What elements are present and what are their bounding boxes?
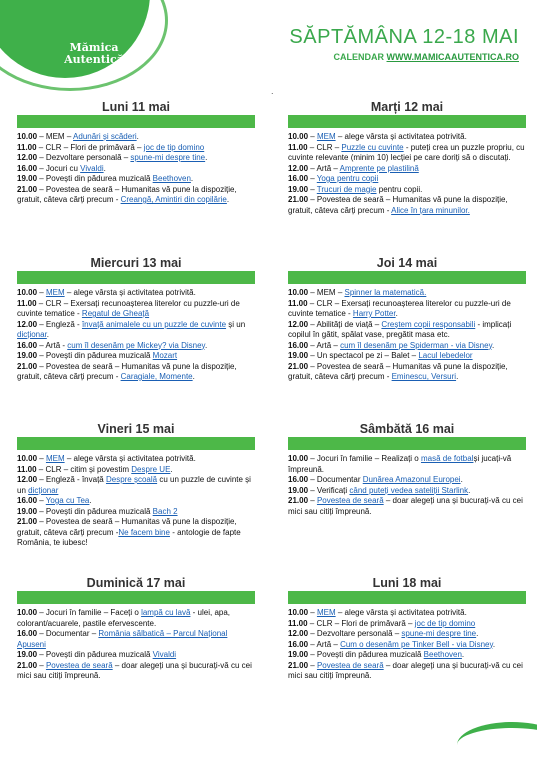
day-divider-bar [288,437,526,450]
activity-link[interactable]: Povestea de seară [45,660,113,670]
activity-list [288,454,526,517]
activity-list [17,288,255,383]
activity-link[interactable]: cum îl desenăm pe Spiderman - via Disney [340,340,492,350]
activity-text: 10.00 – MEM – [288,288,345,297]
activity-item [17,164,255,175]
activity-text: 10.00 – [17,454,46,463]
activity-text: 12.00 – Dezvoltare personală – [288,629,402,638]
activity-item [17,153,255,164]
activity-time: 21.00 [288,660,309,670]
activity-link[interactable]: Alice în țara minunilor. [391,205,470,215]
activity-link[interactable]: MEM [45,288,65,297]
activity-time: 10.00 [17,608,38,617]
activity-time: 19.00 [288,184,309,194]
activity-item [288,288,526,299]
activity-text: 11.00 – CLR – Flori de primăvară – [17,142,144,152]
activity-link[interactable]: Povestea de seară [316,496,384,505]
day-card-miercuri-13 [17,256,255,383]
activity-text: . [192,372,195,381]
activity-text: - implicați copilul în gătit, spălat vase, pregătit masa etc. [288,319,512,339]
activity-time: 19.00 [288,351,309,360]
activity-list [288,132,526,216]
activity-item [288,299,526,320]
activity-text: – alege vârsta și activitatea potrivită. [335,132,467,141]
activity-text: 21.00 – Povestea de seară – Humanitas vă pune la dispoziție, gratuit, câteva cărți precum - [288,195,508,215]
activity-item [17,661,255,682]
activity-item [17,454,255,465]
activity-text: . [491,340,495,350]
day-divider-bar [288,591,526,604]
activity-link[interactable]: joc de tip domino [414,618,476,628]
activity-text: 16.00 – Documentar – [17,629,99,638]
day-divider-bar [17,437,255,450]
day-divider-bar [288,115,526,128]
activity-item [17,185,255,206]
activity-link[interactable]: spune-mi despre tine [130,153,206,162]
activity-text: 12.00 – Engleză - învață [17,475,106,484]
activity-text: 21.00 – [17,660,46,670]
activity-time: 10.00 [288,608,309,617]
activity-link[interactable]: Dunărea Amazonul Europei [362,475,461,484]
activity-list [17,454,255,549]
calendar-label: CALENDAR [333,52,387,62]
activity-link[interactable]: Vivaldi [152,650,177,659]
activity-link[interactable]: când puteți vedea sateliții Starlink [349,485,469,495]
activity-time: 19.00 [17,351,38,360]
activity-time: 10.00 [288,288,309,297]
activity-time: 16.00 [288,340,309,350]
activity-text: 10.00 – [288,608,317,617]
activity-time: 10.00 [288,132,309,141]
activity-time: 21.00 [17,517,38,526]
activity-link[interactable]: spune-mi despre tine [401,629,477,638]
activity-link[interactable]: joc de tip domino [143,142,205,152]
activity-time: 21.00 [17,361,38,371]
activity-time: 16.00 [17,496,38,505]
activity-text: 19.00 – Verificați [288,485,350,495]
activity-text: . [460,475,463,484]
activity-item [288,195,526,216]
activity-item [288,640,526,651]
day-divider-bar [288,271,526,284]
activity-text: . [468,485,471,495]
activity-list [288,608,526,682]
activity-link[interactable]: Beethoven [423,650,462,659]
activity-text: 10.00 – Jocuri în familie – Realizați o [288,454,421,463]
activity-link[interactable]: Ne facem bine [118,527,170,537]
activity-text: . [170,464,173,474]
activity-time: 12.00 [17,475,38,484]
activity-item [17,288,255,299]
activity-text: 21.00 – [288,660,317,670]
activity-time: 19.00 [288,485,309,495]
activity-text: 21.00 – Povestea de seară – Humanitas vă pune la dispoziție, gratuit, câteva cărți precum - [288,361,508,381]
activity-link[interactable]: Vivaldi [80,163,104,173]
activity-time: 21.00 [17,660,38,670]
activity-item [17,351,255,362]
activity-time: 16.00 [288,639,309,649]
activity-link[interactable]: Harry Potter [352,309,396,318]
activity-text: 10.00 – [288,132,317,141]
activity-text: – alege vârsta și activitatea potrivită. [335,608,467,617]
day-card-marti-12 [288,100,526,216]
activity-link[interactable]: dicționar [17,330,47,339]
activity-item [288,143,526,164]
activity-text: 16.00 – Documentar [288,475,363,484]
activity-link[interactable]: Caragiale, Momente [120,372,193,381]
activity-text: . [190,174,194,183]
activity-text: . [205,153,208,162]
activity-item [288,486,526,497]
activity-text: 12.00 – Artă – [288,163,340,173]
activity-text: 19.00 – Povești din pădurea muzicală [288,650,424,659]
activity-text: 19.00 – [288,184,317,194]
activity-time: 11.00 [288,618,308,628]
activity-text: 11.00 – CLR – citim și povestim [17,464,132,474]
activity-item [17,320,255,341]
activity-time: 21.00 [288,496,309,505]
activity-item [288,320,526,341]
activity-text: 11.00 – CLR – Exersați recunoașterea literelor cu puzzle-uri de cuvinte tematice - [288,298,511,318]
activity-item [288,362,526,383]
activity-time: 19.00 [17,650,38,659]
activity-link[interactable]: dicționar [28,485,59,495]
activity-link[interactable]: Creștem copii responsabili [381,319,476,329]
activity-item [17,132,255,143]
activity-link[interactable]: Mozart [152,351,178,360]
activity-time: 10.00 [17,454,38,463]
activity-text: 16.00 – [288,174,317,183]
activity-item [17,143,255,154]
activity-text: . [46,330,50,339]
activity-text: și un [226,319,246,329]
activity-item [17,517,255,549]
activity-text: . [456,372,459,381]
activity-item [288,341,526,352]
activity-item [17,341,255,352]
activity-item [17,629,255,650]
activity-time: 12.00 [288,319,309,329]
activity-time: 16.00 [17,629,38,638]
activity-link[interactable]: Adunări și scăderi [73,132,137,141]
activity-text: – alege vârsta și activitatea potrivită. [64,454,196,463]
activity-text: 12.00 – Dezvoltare personală – [17,153,131,162]
day-heading: Joi 14 mai [376,256,438,270]
activity-text: - ulei, apa, colorant/acuarele, pastile efervescente. [17,608,231,628]
day-card-luni-18 [288,576,526,682]
activity-link[interactable]: Spinner la matematică. [344,288,427,297]
activity-list [17,132,255,206]
activity-link[interactable]: Yoga pentru copii [316,174,379,183]
activity-link[interactable]: Yoga cu Tea [45,496,90,505]
activity-item [288,608,526,619]
activity-time: 16.00 [288,475,309,484]
activity-link[interactable]: MEM [316,608,336,617]
activity-link[interactable]: Trucuri de magie [316,184,377,194]
activity-text: – alege vârsta și activitatea potrivită. [64,288,196,297]
activity-time: 12.00 [288,629,309,638]
activity-text: – doar alegeți una și bucurați-vă cu cei mici sau citiți împreună. [288,660,523,680]
day-heading: Miercuri 13 mai [90,256,182,270]
day-heading: Marți 12 mai [370,100,444,114]
day-heading: Sâmbătă 16 mai [359,422,455,436]
activity-item [288,351,526,362]
activity-text: pentru copii. [376,184,423,194]
activity-link[interactable]: cum îl desenăm pe Mickey? via Disney [67,340,205,350]
activity-link[interactable]: Creangă, Amintiri din copilărie [120,195,227,204]
activity-item [288,629,526,640]
activity-item [17,299,255,320]
activity-link[interactable]: România sălbatică – Parcul Național Apuseni [17,629,228,649]
activity-text: 21.00 – Povestea de seară – Humanitas vă pune la dispoziție, gratuit, câteva cărți precum - [17,184,237,204]
activity-link[interactable]: învață animalele cu un puzzle de cuvinte [81,319,227,329]
activity-text: – doar alegeți una și bucurați-vă cu cei mici sau citiți împreună. [17,660,252,680]
activity-link[interactable]: Eminescu, Versuri [391,372,457,381]
activity-time: 12.00 [288,163,309,173]
activity-text: . [461,650,465,659]
activity-link[interactable]: Despre UE [131,464,171,474]
activity-text: 10.00 – MEM – [17,132,74,141]
activity-time: 11.00 [17,142,37,152]
activity-time: 19.00 [17,506,38,516]
activity-time: 12.00 [17,153,38,162]
day-card-luni-11 [17,100,255,206]
activity-link[interactable]: Cum o desenăm pe Tinker Bell - via Disney [340,639,493,649]
calendar-link[interactable]: WWW.MAMICAAUTENTICA.RO [386,52,519,62]
activity-text: . [204,340,208,350]
activity-time: 21.00 [17,184,38,194]
activity-time: 16.00 [17,340,38,350]
activity-text: 10.00 – Jocuri în familie – Faceți o [17,608,142,617]
activity-item [288,475,526,486]
activity-time: 10.00 [17,288,38,297]
activity-text: 16.00 – Jocuri cu [17,163,81,173]
activity-time: 11.00 [288,298,308,308]
activity-text: 19.00 – Povești din pădurea muzicală [17,351,153,360]
activity-item [17,507,255,518]
activity-list [17,608,255,682]
activity-text: 12.00 – Abilități de viață – [288,319,382,329]
activity-item [288,454,526,475]
activity-time: 21.00 [288,195,309,204]
day-divider-bar [17,591,255,604]
activity-text: . [492,639,496,649]
activity-link[interactable]: masă de fotbal [420,454,474,463]
activity-list [288,288,526,383]
activity-item [17,475,255,496]
activity-link[interactable]: Lacul lebedelor [418,351,473,360]
day-heading: Duminică 17 mai [86,576,186,590]
activity-text: . [136,132,139,141]
activity-item [288,650,526,661]
activity-link[interactable]: Puzzle cu cuvinte [341,142,404,152]
day-card-sambata-16 [288,422,526,517]
activity-text: 16.00 – Artă – [288,340,341,350]
day-divider-bar [17,115,255,128]
activity-item [288,132,526,143]
activity-text: 16.00 – Artă – [288,639,341,649]
activity-time: 10.00 [288,454,309,463]
activity-item [288,496,526,517]
activity-text: - puteți crea un puzzle propriu, cu cuvinte relevante (minim 10) lecției pe care doriți să o discutați. [288,142,525,162]
activity-text: 19.00 – Un spectacol pe zi – Balet – [288,351,419,360]
activity-text: . [103,163,106,173]
activity-link[interactable]: MEM [316,132,336,141]
activity-text: și jucați-vă împreună. [288,454,512,474]
activity-text: . [476,629,479,638]
activity-time: 10.00 [17,132,38,141]
activity-text: 11.00 – CLR – Exersați recunoașterea literelor cu puzzle-uri de cuvinte tematice - [17,298,240,318]
decorative-arc [457,722,537,768]
day-card-vineri-15 [17,422,255,549]
activity-text: cu un puzzle de cuvinte și un [17,475,251,495]
day-divider-bar [17,271,255,284]
activity-link[interactable]: Povestea de seară [316,660,384,670]
activity-time: 11.00 [288,142,308,152]
activity-text: . [89,496,92,505]
activity-text: 21.00 – Povestea de seară – Humanitas vă pune la dispoziție, gratuit, câteva cărți precum - [17,361,237,381]
day-heading: Luni 11 mai [101,100,171,114]
activity-link[interactable]: Regatul de Gheață [81,309,150,318]
activity-item [288,661,526,682]
activity-text: . [395,309,398,318]
day-heading: Vineri 15 mai [97,422,175,436]
activity-time: 12.00 [17,319,38,329]
activity-text: 16.00 – Artă - [17,340,68,350]
activity-time: 16.00 [288,174,309,183]
day-card-joi-14 [288,256,526,383]
activity-item [17,650,255,661]
activity-item [17,362,255,383]
activity-text: 12.00 – Engleză - [17,319,82,329]
activity-time: 19.00 [17,174,38,183]
activity-time: 11.00 [17,464,37,474]
activity-text: - antologie de fapte România, te iubesc! [17,527,241,547]
activity-text: 19.00 – Povești din pădurea muzicală [17,506,153,516]
activity-item [288,164,526,175]
activity-text: 16.00 – [17,496,46,505]
activity-item [17,174,255,185]
logo [44,42,144,66]
activity-text: . [226,195,230,204]
activity-text: 19.00 – Povești din pădurea muzicală [17,174,153,183]
activity-text: 21.00 – Povestea de seară – Humanitas vă pune la dispoziție, gratuit, câteva cărți precum - [17,517,237,537]
activity-link[interactable]: lampă cu lavă [141,608,191,617]
activity-item [17,608,255,629]
activity-time: 21.00 [288,361,309,371]
activity-text: 10.00 – [17,288,46,297]
day-card-duminica-17 [17,576,255,682]
activity-time: 19.00 [288,650,309,659]
activity-time: 11.00 [17,298,37,308]
activity-text: 11.00 – CLR – [288,142,342,152]
activity-item [288,174,526,185]
activity-item [288,619,526,630]
calendar-subtitle [334,52,519,62]
logo-line-1: Mămica [69,41,119,54]
day-heading: Luni 18 mai [372,576,442,590]
activity-text: 19.00 – Povești din pădurea muzicală [17,650,153,659]
activity-item [17,465,255,476]
activity-link[interactable]: Beethoven [152,174,191,183]
activity-text: 11.00 – CLR – Flori de primăvară – [288,618,415,628]
logo-line-2: Autentică [64,53,124,66]
activity-text: – doar alegeți una și bucurați-vă cu cei mici sau citiți împreună. [288,496,523,516]
activity-link[interactable]: Amprente pe plastilină [339,163,419,173]
activity-item [288,185,526,196]
activity-link[interactable]: MEM [45,454,65,463]
activity-link[interactable]: Bach 2 [152,506,178,516]
separator-dot: . [271,86,274,96]
activity-link[interactable]: Despre școală [105,475,158,484]
activity-text: 21.00 – [288,496,317,505]
activity-item [17,496,255,507]
activity-time: 16.00 [17,163,38,173]
page-title: SĂPTĂMÂNA 12-18 MAI [289,26,519,48]
